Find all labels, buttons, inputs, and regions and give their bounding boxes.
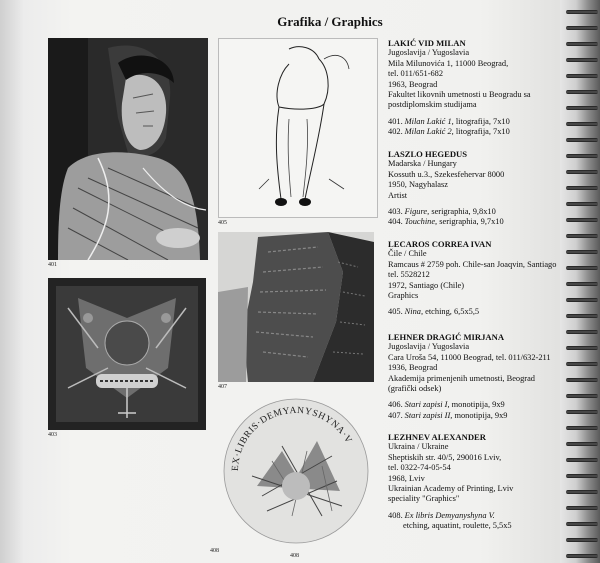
spiral-ring	[566, 218, 598, 222]
spiral-ring	[566, 106, 598, 110]
image-405-line-drawing	[218, 38, 378, 218]
entry-line: 1968, Lviv	[388, 473, 425, 483]
entry-line: Sheptiskih str. 40/5, 290016 Lviv,	[388, 452, 502, 462]
artist-name: LECAROS CORREA IVAN	[388, 239, 492, 249]
entry-line: Mila Milunovića 1, 11000 Beograd,	[388, 58, 509, 68]
spiral-ring	[566, 10, 598, 14]
spiral-ring	[566, 234, 598, 238]
spiral-ring	[566, 474, 598, 478]
entry-line: Jugoslavija / Yugoslavia	[388, 342, 470, 352]
image-401-portrait-print	[48, 38, 208, 260]
spiral-ring	[566, 42, 598, 46]
entry-line: Jugoslavija / Yugoslavia	[388, 48, 470, 58]
image-407-monotype	[218, 232, 374, 382]
spiral-ring	[566, 394, 598, 398]
entry-line: 1963, Beograd	[388, 79, 438, 89]
entry-line: 1972, Santiago (Chile)	[388, 280, 465, 290]
work-item: 406. Stari zapisi I, monotipija, 9x9	[388, 400, 505, 410]
entry-line: Artist	[388, 190, 408, 200]
image-408-ex-libris	[222, 396, 370, 546]
spiral-ring	[566, 346, 598, 350]
entry-line: Fakultet likovnih umetnosti u Beogradu sa	[388, 90, 531, 100]
work-item: 403. Figure, serigraphia, 9,8x10	[388, 207, 496, 217]
spiral-ring	[566, 282, 598, 286]
spiral-ring	[566, 490, 598, 494]
spiral-ring	[566, 202, 598, 206]
caption-403: 403	[48, 432, 57, 438]
entry-line: tel. 5528212	[388, 270, 430, 280]
entry-line: Ukrainian Academy of Printing, Lviv	[388, 484, 514, 494]
entry-line: 1950, Nagyhalasz	[388, 180, 449, 190]
spiral-ring	[566, 138, 598, 142]
artist-entry-lakic	[388, 38, 558, 138]
page-number: 408	[290, 553, 299, 559]
image-403-serigraph	[48, 278, 206, 430]
spiral-ring	[566, 122, 598, 126]
spiral-ring	[566, 378, 598, 382]
work-technique: etching, aquatint, roulette, 5,5x5	[403, 521, 512, 531]
entry-line: Madarska / Hungary	[388, 159, 457, 169]
spiral-ring	[566, 74, 598, 78]
work-item: 404. Touchine, serigraphia, 9,7x10	[388, 217, 504, 227]
spiral-ring	[566, 186, 598, 190]
spiral-ring	[566, 250, 598, 254]
spiral-ring	[566, 506, 598, 510]
entry-line: speciality "Graphics"	[388, 494, 460, 504]
artist-name: LEZHNEV ALEXANDER	[388, 432, 486, 442]
spiral-ring	[566, 26, 598, 30]
entry-line: (grafički odsek)	[388, 384, 442, 394]
work-item: 402. Milan Lakić 2, litografija, 7x10	[388, 127, 510, 137]
spiral-ring	[566, 170, 598, 174]
spiral-ring	[566, 426, 598, 430]
spiral-ring	[566, 298, 598, 302]
artist-entry-hegedus	[388, 149, 558, 228]
entry-line: postdiplomskim studijama	[388, 100, 477, 110]
entry-line: Čile / Chile	[388, 249, 427, 259]
entry-line: 1936, Beograd	[388, 363, 438, 373]
caption-407: 407	[218, 384, 227, 390]
entry-line: Ramcaus # 2759 poh. Chile-san Joaqvin, Santiago	[388, 259, 557, 269]
entry-line: Ukraina / Ukraine	[388, 442, 449, 452]
page-title: Grafika / Graphics	[277, 14, 383, 29]
work-item: 407. Stari zapisi II, monotipija, 9x9	[388, 410, 508, 420]
work-item: 405. Nina, etching, 6,5x5,5	[388, 307, 480, 317]
entry-line: Kossuth u.3., Szekesfehervar 8000	[388, 169, 505, 179]
spiral-ring	[566, 554, 598, 558]
spiral-ring	[566, 410, 598, 414]
spiral-ring	[566, 442, 598, 446]
entry-line: tel. 011/651-682	[388, 69, 444, 79]
spiral-ring	[566, 522, 598, 526]
spiral-ring	[566, 90, 598, 94]
work-item: 408. Ex libris Demyanyshyna V.	[388, 510, 495, 520]
caption-401: 401	[48, 262, 57, 268]
entry-line: Akademija primenjenih umetnosti, Beograd	[388, 373, 535, 383]
spiral-ring	[566, 266, 598, 270]
entry-line: Cara Uroša 54, 11000 Beograd, tel. 011/632-211	[388, 352, 551, 362]
entry-line: Graphics	[388, 291, 419, 301]
spiral-ring	[566, 538, 598, 542]
work-item: 401. Milan Lakić 1, litografija, 7x10	[388, 116, 510, 126]
caption-405: 405	[218, 220, 227, 226]
spiral-ring	[566, 154, 598, 158]
spiral-ring	[566, 362, 598, 366]
entry-line: tel. 0322-74-05-54	[388, 463, 451, 473]
artist-entry-lehner	[388, 332, 558, 421]
artist-entry-lezhnev	[388, 432, 558, 532]
spiral-ring	[566, 58, 598, 62]
artist-name: LASZLO HEGEDUS	[388, 149, 468, 159]
spiral-ring	[566, 314, 598, 318]
artist-name: LEHNER DRAGIĆ MIRJANA	[388, 332, 505, 342]
bookplate-text: EX·LIBRIS·DEMYANYSHYNA·V	[230, 405, 354, 472]
artist-name: LAKIĆ VID MILAN	[388, 38, 466, 48]
spiral-ring	[566, 330, 598, 334]
spiral-ring	[566, 458, 598, 462]
caption-408: 408	[210, 548, 219, 554]
artist-entry-lecaros	[388, 239, 558, 318]
